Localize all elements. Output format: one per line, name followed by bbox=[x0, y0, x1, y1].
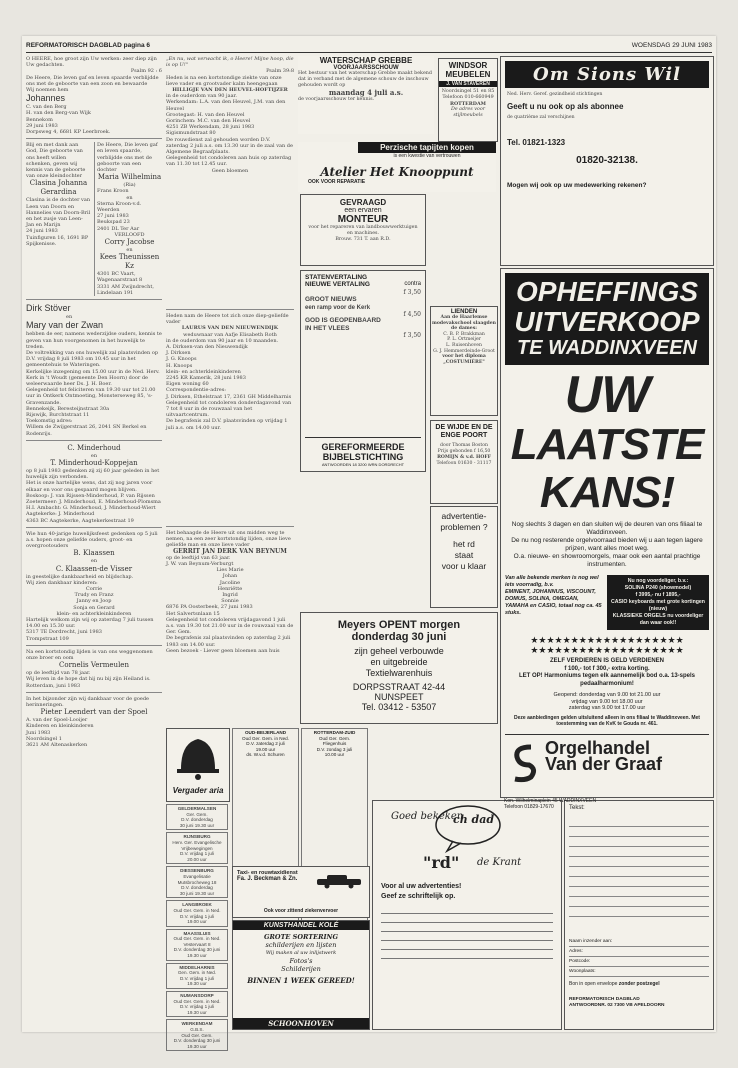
orgelhandel-address: Kon. Wilhelminaplein 45 WADDINXVEEN Telefoon 01829-17670 bbox=[504, 798, 597, 810]
windsor-ad: WINDSOR MEUBELEN J. VAN STAVEREN Noordsingel 51 en 85 Telefoon 010-660949 ROTTERDAM De adres voor stijlmeubels bbox=[438, 58, 498, 142]
birth-notice-1: O HEERE, hoe groot zijn Uw werken: zeer diep zijn Uw gedachten. Psalm 92 : 6 De Heere, Die leven gaf en leven spaarde verblijdde ons met de geboorte van een zoon en bewaarde Wij noemen hem Johannes C. van den Berg H. van den Berg-van Wijk Bennekom 29 juni 1983 Dorpsweg 4, 6681 KP Leerbroek. bbox=[26, 56, 162, 136]
church-service-cell: WERKENDAM G.B.S. Oud Ger. Gem. D.V. donderdag 30 juni 19.30 uur bbox=[166, 1019, 228, 1051]
perzisch-ad: Perzische tapijten kopen is een kwestie van vertrouwen Atelier Het Knooppunt OOK VOOR REPARATIE bbox=[298, 142, 496, 192]
meyers-ad: Meyers OPENT morgen donderdag 30 juni zijn geheel verbouwde en uitgebreide Textielwarenhuis DORPSSTRAAT 42-44 NUNSPEET Tel. 03412 - 53507 bbox=[300, 612, 498, 724]
newspaper-page bbox=[22, 36, 716, 1049]
wijde-poort-ad: DE WIJDE EN DE ENGE POORT door Thomas Boston Prijs gebonden f 16,50 ROMIJN & v.d. HOFF Telefoon 01630 - 31117 bbox=[430, 420, 498, 504]
birth-notice-3: De Heere, Die leven gaf en leven spaarde, verblijdde ons met de geboorte van een dochter Maria Wilhelmina (Ria) Frans Kroon en Sterna Kroon-v.d. Weerden 27 juni 1983 Beukspad 23 2401 DL Ter Aar VERLOOFD Corry Jacobse en Kees Theunissen Kz 4301 BC Vaart, Wagenaarstraat 8 3331 AM Zwijndrecht, Lindelaan 191 bbox=[94, 142, 162, 296]
page-header bbox=[26, 42, 712, 53]
advertentie-problemen-ad: advertentie- problemen ? het rd staat voor u klaar bbox=[430, 506, 498, 608]
header-left: REFORMATORISCH DAGBLAD pagina 6 bbox=[26, 42, 150, 49]
church-service-cell: LANGBROEK Oud Ger. Gem. in Ned. D.V. vrijdag 1 juli 19.00 uur bbox=[166, 900, 228, 926]
lienden-notice: LIENDEN Aan de Haarlemse modevakschool slaagden de dames: C. B. P. Brakkman P. L. Ortmeijer L. Ruisenhoven G. J. Hemmerdeinde-Groot voor het diploma „COSTUMIÈRE" bbox=[430, 306, 498, 416]
speech-bubble-icon bbox=[433, 803, 503, 853]
om-sions-wil-ad: Om Sions Wil Ned. Herv. Geref. gezindheid stichtingen Geeft u nu ook op als abonnee de quatrième zal verschijnen Tel. 01821-1323 01820-32138. Mogen wij ook op uw medewerking rekenen? bbox=[500, 56, 714, 266]
death-notice-hoftijzer: „En nu, wat verwacht ik, o Heere! Mijne hoop, die is op U!" Psalm 39:8 Heden is na een kortstondige ziekte van onze lieve vader en grootvader kalm heengegaan HILLIGJE VAN DEN HEUVEL-HOFTIJZER in de ouderdom van 90 jaar. Werkendam: L.A. van den Heuvel, J.M. van den Heuvel Grootegast: H. van den Heuvel Gorinchem: M.C. van den Heuvel 4251 ZB Werkendam, 28 juni 1983 Sigismundstraat 80 De rouwdienst zal gehouden worden D.V. zaterdag 2 juli a.s. om 13.30 uur in de zaal van de Algemene Begraafplaats. Gelegenheid tot condoleren aan huis op zaterdag van 11.30 tot 12.45 uur. Geen bloemen bbox=[166, 56, 294, 174]
taxi-ad: Taxi- en rouwtaxidienst Fa. J. Beckman & Zn. Ook voor zittend ziekenvervoer bbox=[232, 866, 370, 918]
church-services-left bbox=[166, 804, 228, 1049]
birth-name-maria: Maria Wilhelmina bbox=[97, 173, 162, 182]
organ-logo-icon bbox=[511, 743, 539, 783]
column-family-notices bbox=[26, 56, 162, 1031]
jubilee-notice: Wie hun 40-jarige huwelijksfeest gedenken op 5 juli a.s. hopen onze geliefde ouders, groot- en overgrootouders B. Klaassen en C. Klaassen-de Visser in geestelijke dankbaarheid en blijdschap. Wij zien dankbaar kinderen: Corrie Trudy en Franz Janny en Joop Sonja en Gerard klein- en achterkleinkinderen Hartelijk welkom zijn wij op zaterdag 7 juli tussen 14.00 en 15.30 uur. 5317 TE Dordrecht, juni 1983 Trompstraat 109 bbox=[26, 530, 158, 642]
church-service-cell: OUD-BEIJERLAND Oud Ger. Gem. in Ned. D.V. zaterdag 2 juli 19.00 uur ds. W.v.d. Schuren bbox=[232, 728, 299, 1030]
vergader-aria-logo: Vergader aria bbox=[166, 728, 230, 802]
birth-name-johannes: Johannes bbox=[26, 93, 66, 104]
death-notice-van-beynum: Het behaagde de Heere uit ons midden weg te nemen, na een zeer kortstondig lijden, onze lieve geliefde man en onze lieve vader GERRIT JAN DERK VAN BEYNUM op de leeftijd van 63 jaar. J. W. van Beynum-Verburgt Lies Marie Johan Jacoline Henriëtte Ingrid Sonnie 6876 PA Oosterbeek, 27 juni 1983 Het Salvertsnlaan 15 Gelegenheid tot condoleren vrijdagavond 1 juli a.s. van 19.30 tot 21.00 uur in de rouwzaal van de Ger. Gem. De begrafenis zal plaatsvinden op zaterdag 2 juli 1983 om 14.00 uur. Geen bezoek - Liever geen bloemen aan huis bbox=[166, 530, 294, 654]
grebbe-ad: WATERSCHAP GREBBE VOORJAARSSCHOUW Het bestuur van het waterschap Grebbe maakt bekend dat in verband met de algemene schouw de inschouw gehouden wordt op maandag 4 juli a.s. de voorjaarsschouw ter kennis. bbox=[298, 56, 434, 134]
car-icon bbox=[315, 873, 365, 889]
goed-bekeken-ad: Goed bekeken ch dad "rd" de Krant Voor al uw advertenties! Geef ze schriftelijk op. bbox=[372, 800, 562, 1030]
birth-notice-2: Blij en met dank aan God, Die geboorte van ons heeft willen schenken, geven wij kennis van de geboorte van onze kleindochter Clasina Johanna Gerardina Clasina is de dochter van Leen van Doorn en Hannelies van Doorn-Bril en het zusje van Leen-Jan en Marijn 24 juni 1983 Tuinfiguren 16, 1691 BP Spijkenisse. bbox=[26, 142, 91, 247]
kunsthandel-ad: KUNSTHANDEL KOLÉ GROTE SORTERING schilderijen en lijsten Wij maken al uw inlijstwerk Fotos's Schilderijen BINNEN 1 WEEK GEREED! SCHOONHOVEN bbox=[232, 920, 370, 1030]
church-service-cell: NUMANSDORP Oud Ger. Gem. in Ned. D.V. vrijdag 1 juli 19.30 uur bbox=[166, 991, 228, 1017]
statenvertaling-ad: STATENVERTALING NIEUWE VERTALING contra f 3,50 GROOT NIEUWS een ramp voor de Kerk f 4,50 GOD IS GEOPENBAARD IN HET VLEES f 3,50 GEREFORMEERDE BIJBELSTICHTING ANTWOORDEN 18 3200 WRN DORDRECHT bbox=[300, 270, 426, 472]
order-form: Tekst: Naam inzender aan: Adres: Postcode: Woonplaats: Bon in open envelope zonder postzegel REFORMATORISCH DAGBLAD ANTWOORDNR. 02 7300 VB APELDOORN bbox=[564, 800, 714, 1030]
death-notice-van-der-spoel: In het bijzonder zijn wij dankbaar voor de goede herinneringen. Pieter Leendert van der Spoel A. van der Spoel-Looijer Kinderen en kleinkinderen Juni 1983 Noordsingel 1 3621 AM Altenaskerken bbox=[26, 695, 150, 749]
death-notice-van-den-nieuwendijk: Heden nam de Heere tot zich onze diep-geliefde vader LAURUS VAN DEN NIEUWENDIJK weduwnaar van Aafje Elisabeth Roth in de ouderdom van 90 jaar en 10 maanden. A. Dirksen-van den Nieuwendijk J. Dirksen J. G. Knoops H. Knoops klein- en achterkleinkinderen 2245 KR Kamerik, 28 juni 1983 Eigen woning 60 Correspondentie-adres: J. Dirksen, Ethelstraat 17, 2361 GH Middelharnis Gelegenheid tot condoleren donderdagavond van 7 tot 8 uur in de rouwzaal van het uitvaartcentrum. De begrafenis zal D.V. plaatsvinden op vrijdag 1 juli a.s. om 14.00 uur. bbox=[166, 313, 292, 431]
church-service-cell: RIJNSBURG Herv. Ger. Evangelische Vrijbewegingen D.V. vrijdag 1 juli 20.00 uur bbox=[166, 832, 228, 864]
header-right: WOENSDAG 29 JUNI 1983 bbox=[631, 42, 712, 49]
church-service-cell: DIESSENBURG Evangelisatie Mutsbrocheweg 18 D.V. donderdag 30 juni 19.30 uur bbox=[166, 866, 228, 898]
column-death-notices bbox=[166, 56, 294, 761]
gevraagd-ad: GEVRAAGD een ervaren MONTEUR voor het repareren van landbouwwerktuigen en machines. Brouw. 731 T. aan R.D. bbox=[300, 194, 426, 266]
field-adres[interactable]: Adres: bbox=[569, 947, 709, 957]
field-postcode[interactable]: Postcode: bbox=[569, 957, 709, 967]
anniversary-notice: C. Minderhoud en T. Minderhoud-Koppejan op 8 juli 1983 gedenken zij zij 60 jaar geleden in het huwelijk zijn verbonden. Het is onze hartelijke wens, dat zij nog jaren voor elkaar en voor ons gespaard mogen blijven. Boskoop: J. van Rijssen-Minderhoud, P. van Rijssen Zoetermeer: J. Minderhoud, E. Minderhoud-Plomsma H.I. Ambacht: G. Minderhoud, J. Minderhoud-Wiert Aagtekerke: J. Minderhoud 4363 BC Aagtekerke, Aagtekerkestraat 19 bbox=[26, 443, 161, 524]
field-naam[interactable]: Naam inzender aan: bbox=[569, 937, 709, 947]
death-notice-vermeulen: Na een kortstondig lijden is van ons weggenomen onze broer en oom Cornelis Vermeulen op de leeftijd van 78 jaar. Wij leven in de hope dat hij nu bij zijn Heiland is. Rotterdam, juni 1983 bbox=[26, 648, 153, 689]
field-woonplaats[interactable]: Woonplaats: bbox=[569, 967, 709, 977]
church-service-cell: MAASSLUIS Oud Ger. Gem. in Ned. Vestervaart 8 D.V. donderdag 30 juni 19.30 uur bbox=[166, 929, 228, 961]
text-lines[interactable] bbox=[569, 817, 709, 917]
church-service-cell: GELDERMALSEN Ger. Gem. D.V. donderdag 30 juni 19.30 uur bbox=[166, 804, 228, 830]
wedding-notice: Dirk Stöver en Mary van der Zwan hebben de eer, namens wederzijdse ouders, kennis te geven van hun voorgenomen in het huwelijk te treden. De voltrekking van ons huwelijk zal plaatsvinden op D.V. vrijdag 8 juli 1983 om 10.45 uur in het gemeentehuis te Wateringen. Kerkelijke inzegening om 15.00 uur in de Ned. Herv. Kerk in 't Woudt (gemeente Den Hoorn) door de weleerwaarde heer Ds. J. H. Boer. Gelegenheid tot feliciteren van 19.30 uur tot 21.00 uur in Ontkerk Ontmoeting, Monsterseweg 85, 's-Gravenzande. Bennekeijk, Beresteijnstraat 30a Rijswijk, Burchtstraat 11 Toekomstig adres: Willem de Zwijgerstraat 26, 2041 SN Berkel en Rodenrijs. bbox=[26, 303, 162, 437]
opheffings-uitverkoop-ad: OPHEFFINGS UITVERKOOP TE WADDINXVEEN UW LAATSTE KANS! Nog slechts 3 dagen en dan sluiten wij de deuren van ons filiaal te Waddinxveen. De nu nog resterende orgelvoorraad bieden wij u aan tegen lagere prijzen, want alles moet weg. O.a. nieuwe- en showroomorgels, maar ook een aantal prachtige instrumenten. Van alle bekende merken is nog wel iets voorradig, b.v. EMINENT, JOHANNUS, VISCOUNT, DOMUS, SOLINA, OMEGAN, YAMAHA en CASIO, totaal nog ca. 45 stuks. Nu nog voordeliger, b.v.: SOLINA P240 (showmodel) f 3995,- nu f 1895,- CASIO keyboards met grote kortingen (nieuw) KLASSIEKE ORGELS nu voordeliger dan waar ook!! ★★★★★★★★★★★★★★★★★★★ ★★★★★★★★★★★★★★★★★★★ ZELF VERDIEREN IS GELD VERDIENEN f 100,- tot f 300,- extra korting. LET OP! Harmoniums tegen elk aannemelijk bod o.a. 13-spels pedaalharmonium! Geopend: donderdag van 9.00 tot 21.00 uur vrijdag van 9.00 tot 18.00 uur zaterdag van 9.00 tot 17.00 uur Deze aanbiedingen gelden uitsluitend alleen in ons filiaal te Waddinxveen. Met toestemming van de KvK te Gouda nr. 461. Orgelhandel Van der Graaf bbox=[500, 268, 714, 798]
birth-name-clasina: Clasina Johanna Gerardina bbox=[29, 179, 88, 197]
church-service-cell: ROTTERDAM-ZUID Oud Ger. Gem. Fliegenhuis D.V. zondag 3 juli 10.00 uur bbox=[301, 728, 368, 1030]
church-service-cell: MIDDELHARNIS Gen. Gem. in Ned. D.V. vrijdag 1 juli 19.30 uur bbox=[166, 963, 228, 989]
